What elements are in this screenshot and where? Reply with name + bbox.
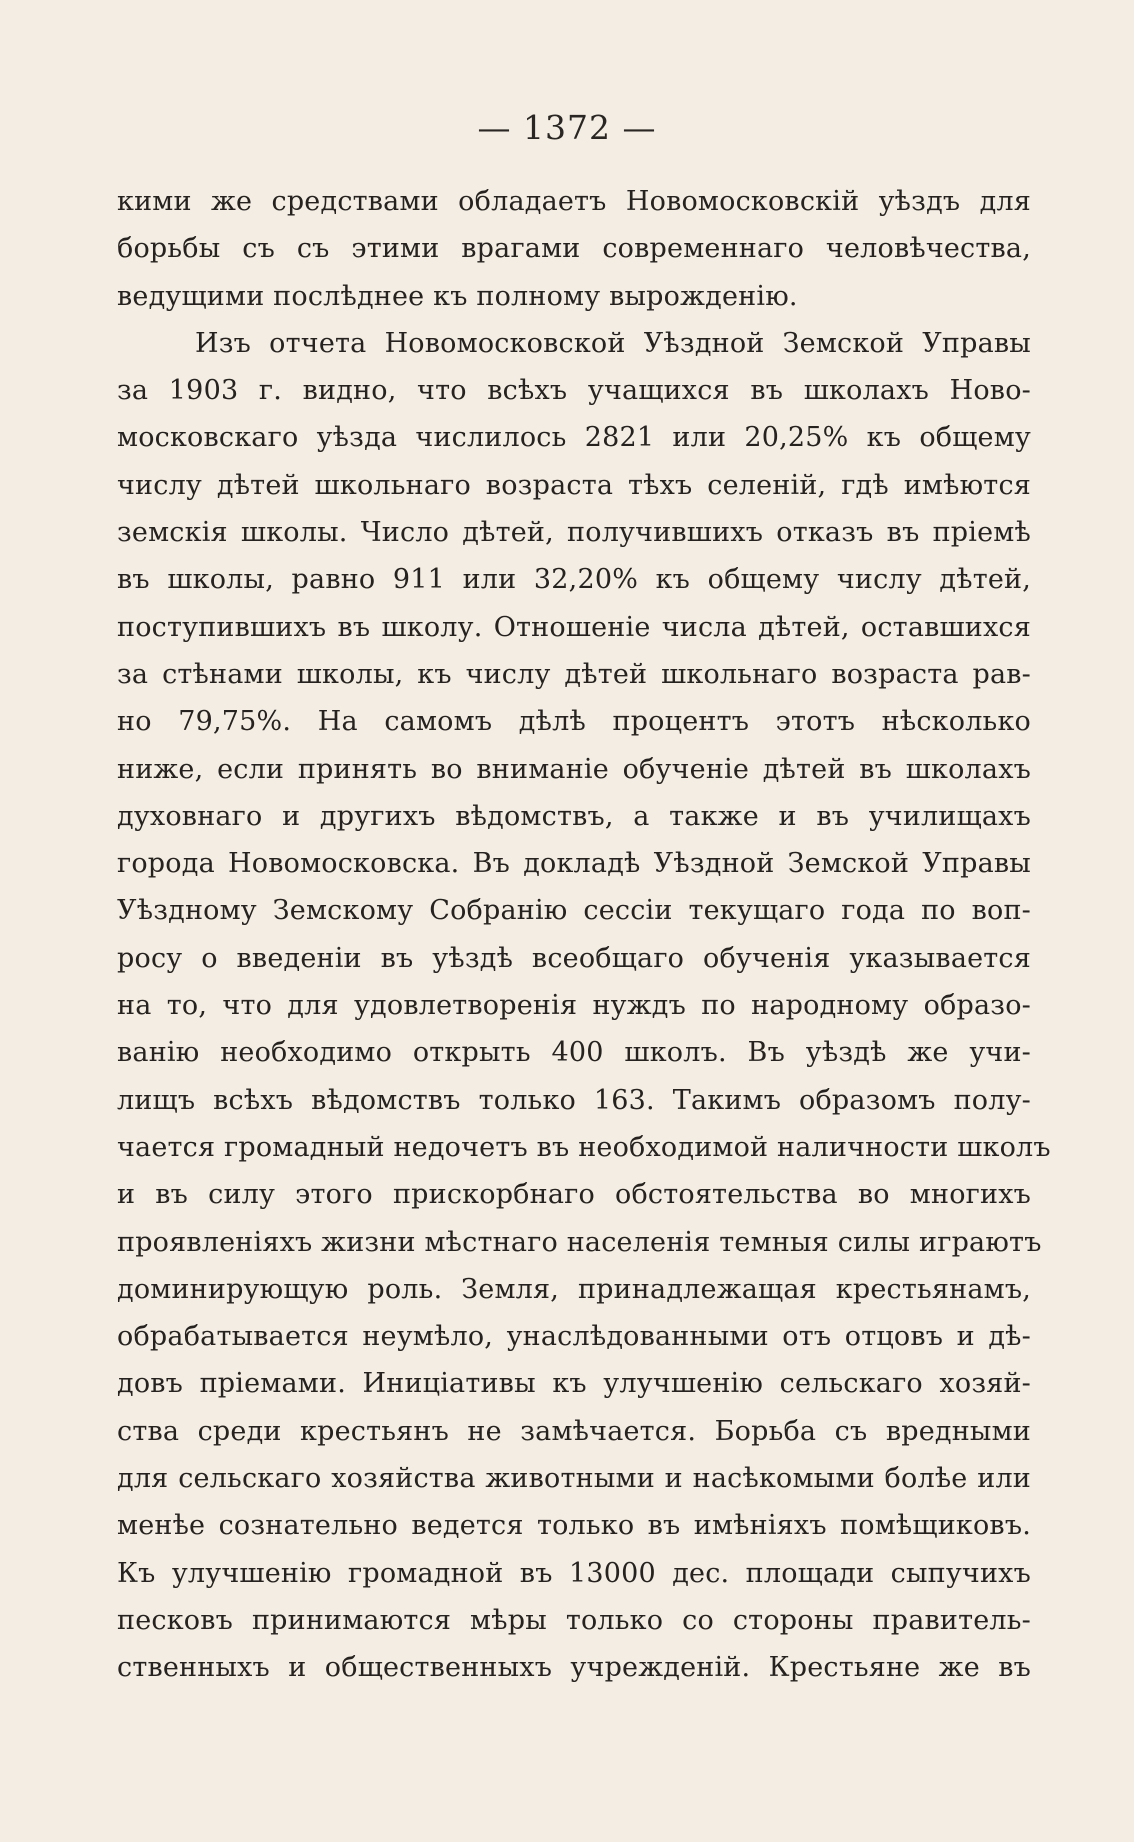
text-line: Къ улучшенію громадной въ 13000 дес. площади сыпучихъ xyxy=(117,1557,1031,1589)
text-line: на то, что для удовлетворенія нуждъ по народному образо- xyxy=(117,990,1031,1022)
text-line: ственныхъ и общественныхъ учрежденій. Крестьяне же въ xyxy=(117,1652,1031,1684)
text-line: земскія школы. Число дѣтей, получившихъ отказъ въ пріемѣ xyxy=(117,517,1031,549)
text-line: числу дѣтей школьнаго возраста тѣхъ селеній, гдѣ имѣются xyxy=(117,469,1031,501)
text-line: ства среди крестьянъ не замѣчается. Борьба съ вредными xyxy=(117,1415,1031,1447)
text-line: доминирующую роль. Земля, принадлежащая крестьянамъ, xyxy=(117,1273,1031,1305)
text-line: духовнаго и другихъ вѣдомствъ, а также и въ училищахъ xyxy=(117,800,1031,832)
text-line: довъ пріемами. Иниціативы къ улучшенію сельскаго хозяй- xyxy=(117,1368,1031,1400)
text-line: песковъ принимаются мѣры только со стороны правитель- xyxy=(117,1604,1031,1636)
text-line: ванію необходимо открыть 400 школъ. Въ уѣздѣ же учи- xyxy=(117,1037,1031,1069)
text-line: въ школы, равно 911 или 32,20% къ общему числу дѣтей, xyxy=(117,564,1031,596)
text-line: ведущими послѣднее къ полному вырожденію. xyxy=(117,280,798,312)
text-line: поступившихъ въ школу. Отношеніе числа дѣтей, оставшихся xyxy=(117,611,1031,643)
text-line: обрабатывается неумѣло, унаслѣдованными отъ отцовъ и дѣ- xyxy=(117,1321,1031,1353)
text-line: менѣе сознательно ведется только въ имѣніяхъ помѣщиковъ. xyxy=(117,1510,1031,1542)
text-line: ниже, если принять во вниманіе обученіе дѣтей въ школахъ xyxy=(117,753,1031,785)
body-text xyxy=(117,178,1051,1692)
text-line: росу о введеніи въ уѣздѣ всеобщаго обученія указывается xyxy=(117,942,1031,974)
text-line: Уѣздному Земскому Собранію сессіи текущаго года по воп- xyxy=(117,895,1031,927)
paragraph-first-line: Изъ отчета Новомосковской Уѣздной Земской Управы xyxy=(195,327,1031,359)
text-line: кими же средствами обладаетъ Новомосковскій уѣздъ для xyxy=(117,186,1031,217)
page-number: — 1372 — xyxy=(477,108,657,147)
text-line: за стѣнами школы, къ числу дѣтей школьнаго возраста рав- xyxy=(117,658,1031,690)
text-line: за 1903 г. видно, что всѣхъ учащихся въ школахъ Ново- xyxy=(117,375,1031,407)
text-line: лищъ всѣхъ вѣдомствъ только 163. Такимъ образомъ полу- xyxy=(117,1084,1031,1116)
text-line: для сельскаго хозяйства животными и насѣкомыми болѣе или xyxy=(117,1463,1031,1495)
text-line: чается громадный недочетъ въ необходимой наличности школъ xyxy=(117,1131,1051,1163)
text-line: московскаго уѣзда числилось 2821 или 20,25% къ общему xyxy=(117,422,1031,454)
text-line: города Новомосковска. Въ докладѣ Уѣздной Земской Управы xyxy=(117,848,1031,880)
text-line: борьбы съ съ этими врагами современнаго человѣчества, xyxy=(117,233,1031,265)
text-line: но 79,75%. На самомъ дѣлѣ процентъ этотъ нѣсколько xyxy=(117,706,1031,738)
text-line: и въ силу этого прискорбнаго обстоятельства во многихъ xyxy=(117,1179,1031,1211)
text-line: проявленіяхъ жизни мѣстнаго населенія темныя силы играютъ xyxy=(117,1226,1042,1258)
